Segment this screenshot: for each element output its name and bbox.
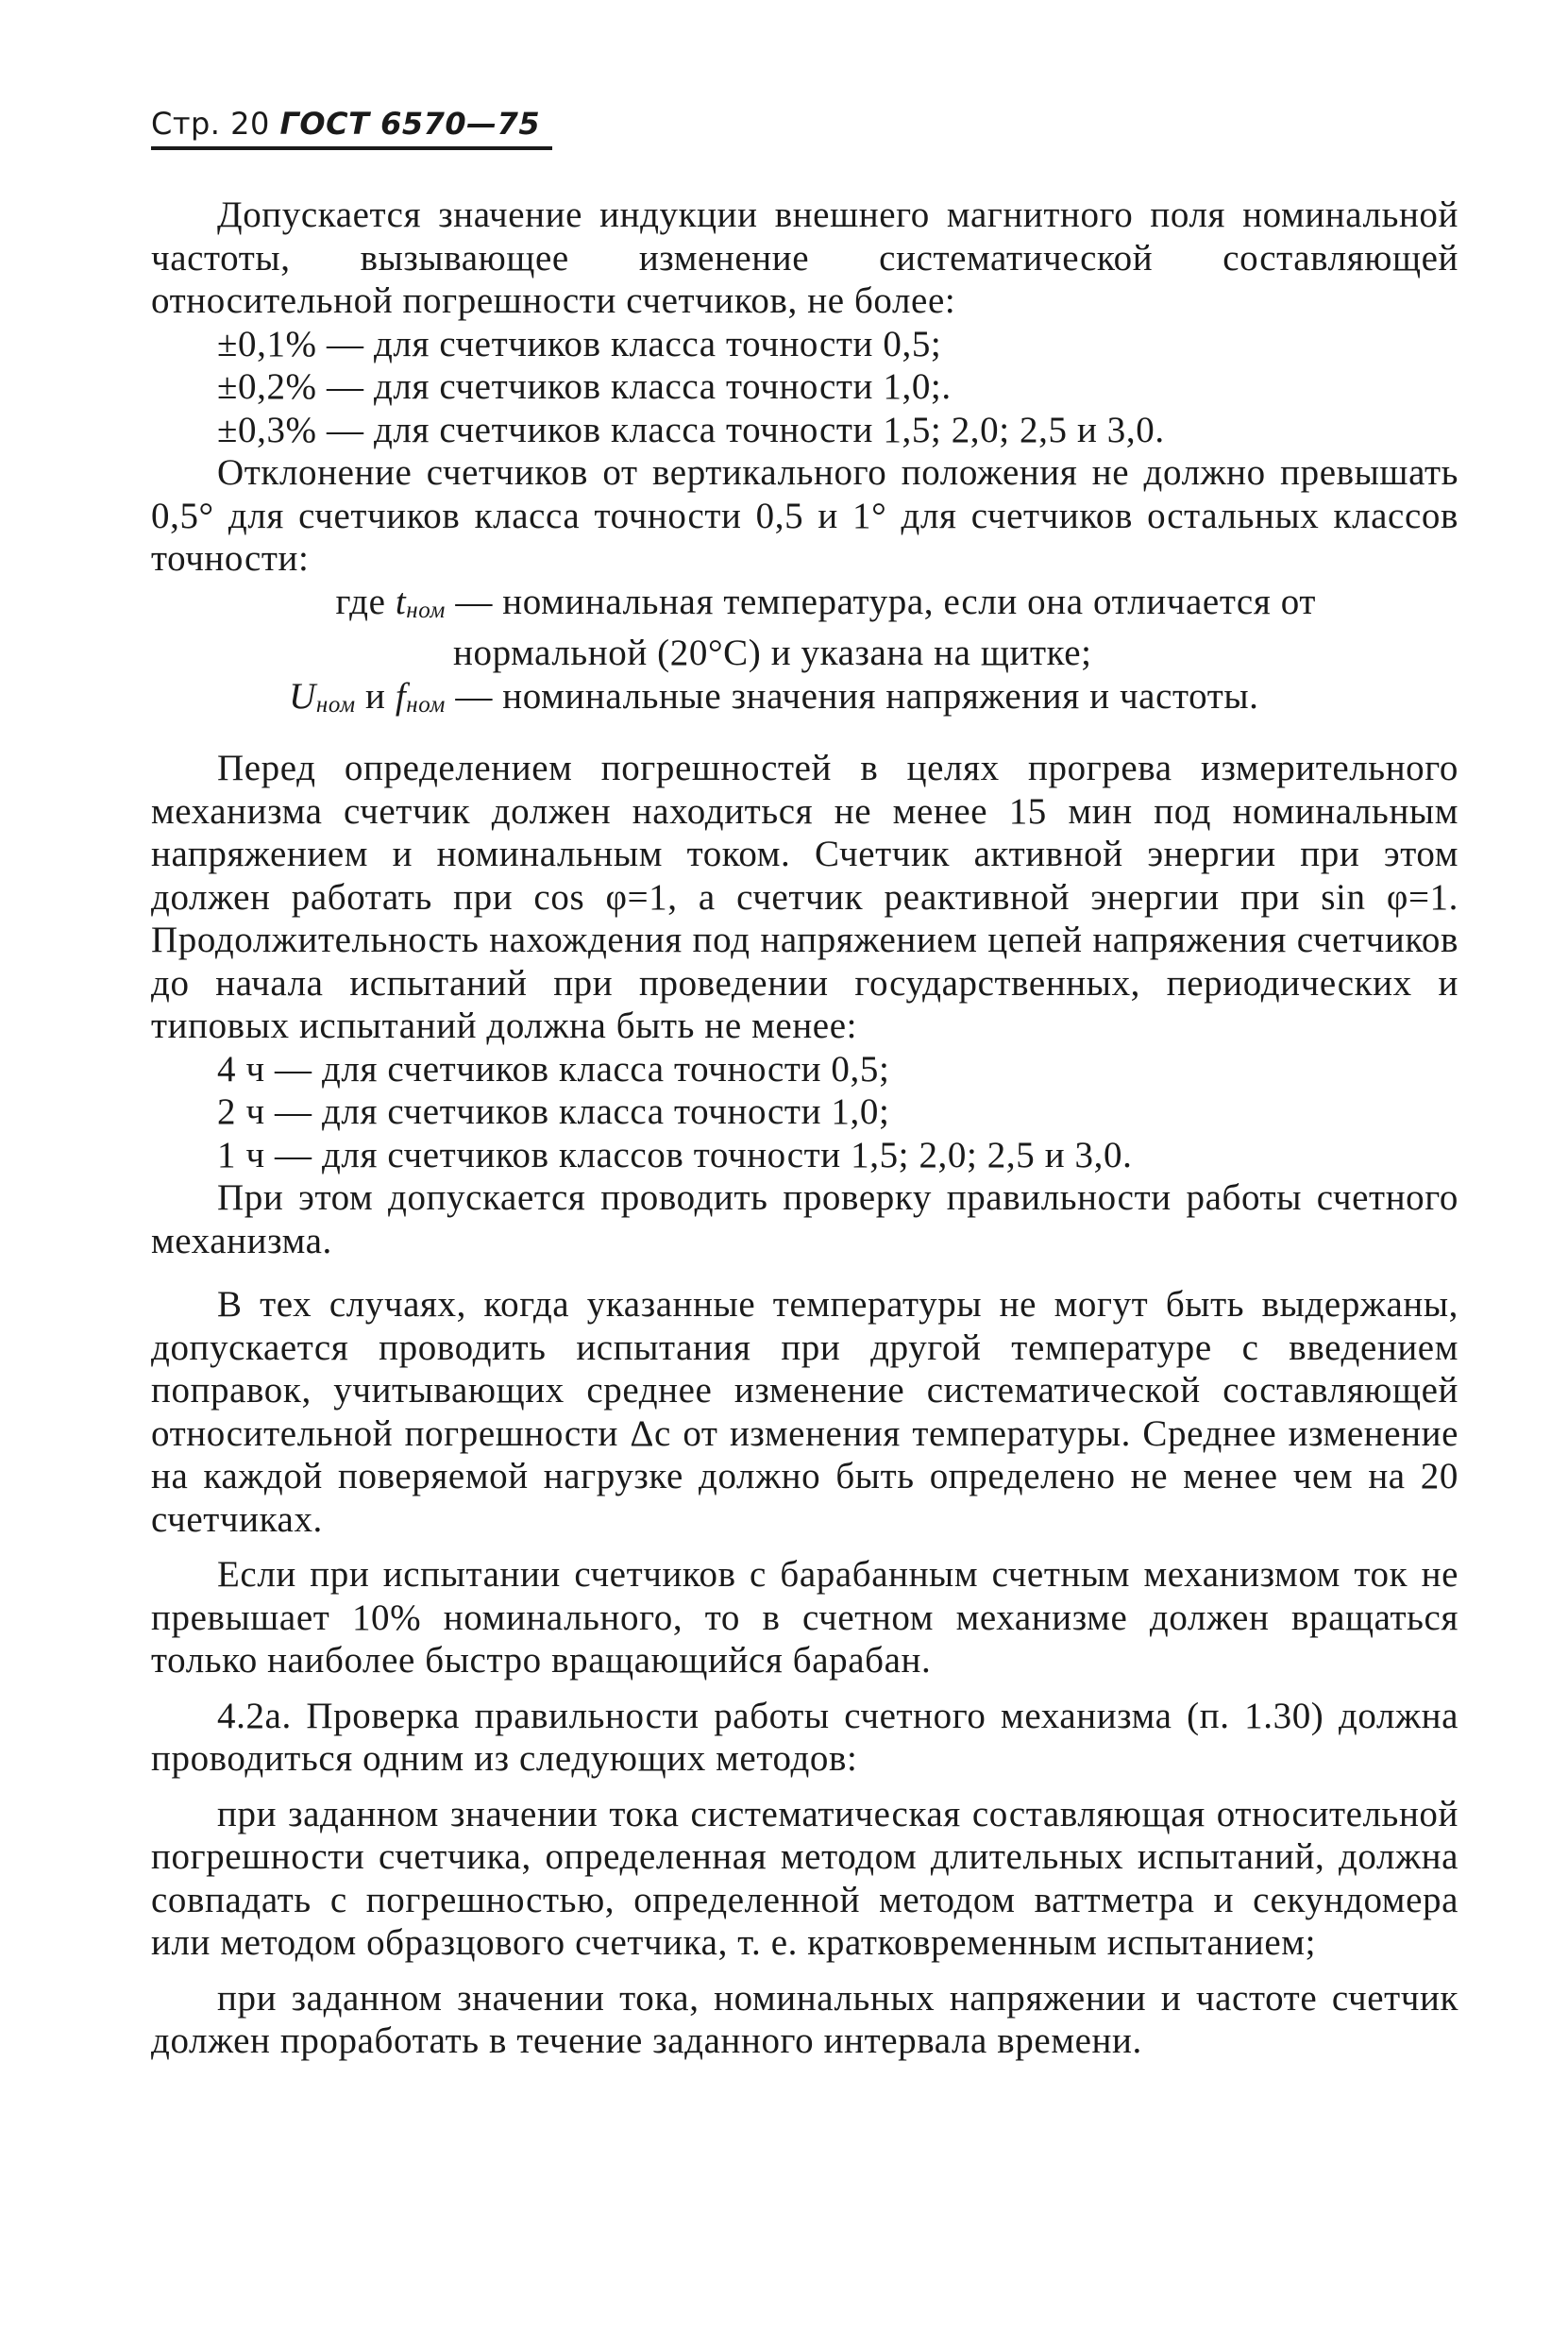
paragraph-counter-check: При этом допускается проводить проверку правильности работы счетного механизма. [151, 1177, 1458, 1261]
where-def-temperature: — номинальная температура, если она отличается от [455, 581, 1316, 622]
paragraph-vertical-deviation: Отклонение счетчиков от вертикального положения не должно превышать 0,5° для счетчиков класса точности 0,5 и 1° для счетчиков остальных классов точности: [151, 452, 1458, 579]
list-item: 1 ч — для счетчиков классов точности 1,5; 2,0; 2,5 и 3,0. [217, 1134, 1133, 1175]
where-definitions [151, 581, 1458, 727]
where-def-voltage-frequency: — номинальные значения напряжения и частоты. [455, 675, 1259, 717]
header-rule [151, 146, 552, 150]
paragraph-4-2a: 4.2а. Проверка правильности работы счетного механизма (п. 1.30) должна проводиться одним из следующих методов: [151, 1695, 1458, 1779]
page-header [151, 106, 540, 142]
paragraph-drum-counter: Если при испытании счетчиков с барабанным счетным механизмом ток не превышает 10% номинального, то в счетном механизме должен вращаться только наиболее быстро вращающийся барабан. [151, 1554, 1458, 1681]
list-item: 2 ч — для счетчиков класса точности 1,0; [217, 1091, 890, 1132]
document-body [151, 194, 1458, 2063]
list-item: ±0,1% — для счетчиков класса точности 0,5; [217, 323, 942, 364]
where-term-voltage-frequency: Uном и fном [289, 675, 446, 718]
where-term-temperature: где tном [335, 581, 446, 623]
list-item: 4 ч — для счетчиков класса точности 0,5; [217, 1048, 890, 1090]
page-number: Стр. 20 [151, 106, 270, 142]
list-item: ±0,2% — для счетчиков класса точности 1,0;. [217, 366, 952, 407]
paragraph-temperature-correction: В тех случаях, когда указанные температуры не могут быть выдержаны, допускается проводить испытания при другой температуре с введением поправок, учитывающих среднее изменение систематической составляющей относительной погрешности Δс от изменения температуры. Среднее изменение на каждой поверяемой нагрузке должно быть определено не менее чем на 20 счетчиках. [151, 1284, 1458, 1540]
where-def-temperature-cont: нормальной (20°С) и указана на щитке; [453, 633, 1092, 673]
paragraph-method-1: при заданном значении тока систематическая составляющая относительной погрешности счетчика, определенная методом длительных испытаний, должна совпадать с погрешностью, определенной методом ваттметра и секундомера или методом образцового счетчика, т. е. кратковременным испытанием; [151, 1793, 1458, 1963]
list-item: ±0,3% — для счетчиков класса точности 1,5; 2,0; 2,5 и 3,0. [217, 409, 1165, 450]
paragraph-method-2: при заданном значении тока, номинальных напряжении и частоте счетчик должен проработать в течение заданного интервала времени. [151, 1977, 1458, 2061]
paragraph-warmup: Перед определением погрешностей в целях прогрева измерительного механизма счетчик должен находиться не менее 15 мин под номинальным напряжением и номинальным током. Счетчик активной энергии при этом должен работать при cos φ=1, а счетчик реактивной энергии при sin φ=1. Продолжительность нахождения под напряжением цепей напряжения счетчиков до начала испытаний при проведении государственных, периодических и типовых испытаний должна быть не менее: [151, 748, 1458, 1046]
standard-designation: ГОСТ 6570—75 [279, 106, 541, 142]
paragraph-magnetic-field: Допускается значение индукции внешнего магнитного поля номинальной частоты, вызывающее изменение систематической составляющей относительной погрешности счетчиков, не более: [151, 194, 1458, 321]
